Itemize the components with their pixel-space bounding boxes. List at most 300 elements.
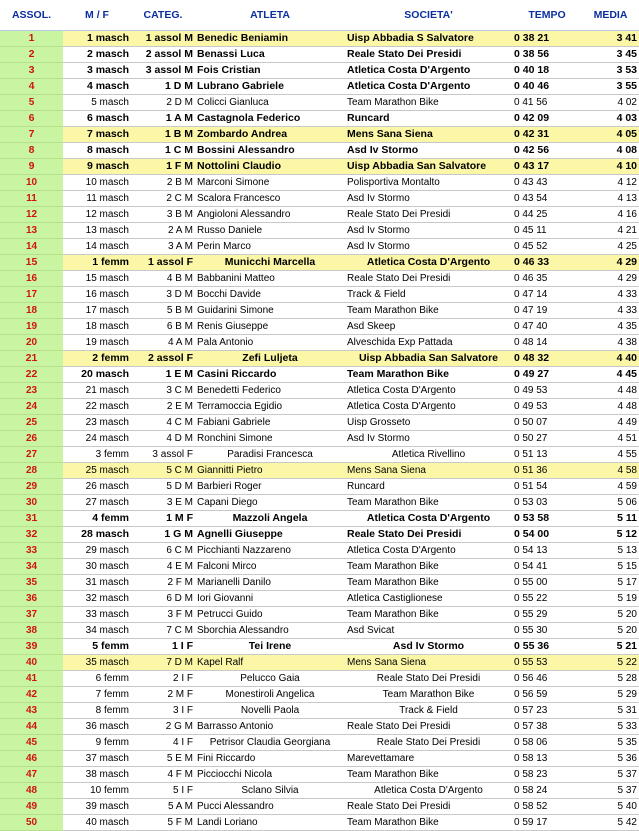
table-row — [0, 191, 639, 207]
table-row — [0, 527, 639, 543]
cell-club: Atletica Costa D'Argento — [345, 511, 512, 527]
table-row — [0, 399, 639, 415]
table-row — [0, 623, 639, 639]
cell-pace: 5 35 — [582, 735, 639, 751]
cell-athlete: Marconi Simone — [195, 175, 345, 191]
cell-gender-rank: 6 femm — [63, 671, 131, 687]
cell-gender-rank: 5 femm — [63, 639, 131, 655]
cell-gender-rank: 4 femm — [63, 511, 131, 527]
cell-rank: 1 — [0, 31, 63, 47]
cell-gender-rank: 9 femm — [63, 735, 131, 751]
cell-athlete: Municchi Marcella — [195, 255, 345, 271]
cell-athlete: Ronchini Simone — [195, 431, 345, 447]
cell-club: Team Marathon Bike — [345, 95, 512, 111]
table-row — [0, 639, 639, 655]
cell-athlete: Sborchia Alessandro — [195, 623, 345, 639]
cell-gender-rank: 26 masch — [63, 479, 131, 495]
cell-pace: 4 29 — [582, 271, 639, 287]
cell-gender-rank: 28 masch — [63, 527, 131, 543]
cell-time: 0 38 21 — [512, 31, 582, 47]
table-row — [0, 543, 639, 559]
cell-gender-rank: 4 masch — [63, 79, 131, 95]
cell-gender-rank: 20 masch — [63, 367, 131, 383]
cell-time: 0 45 11 — [512, 223, 582, 239]
cell-gender-rank: 8 masch — [63, 143, 131, 159]
cell-pace: 3 53 — [582, 63, 639, 79]
cell-club: Atletica Costa D'Argento — [345, 79, 512, 95]
cell-gender-rank: 35 masch — [63, 655, 131, 671]
cell-pace: 5 11 — [582, 511, 639, 527]
cell-rank: 24 — [0, 399, 63, 415]
cell-time: 0 47 40 — [512, 319, 582, 335]
cell-club: Marevettamare — [345, 751, 512, 767]
table-row — [0, 47, 639, 63]
cell-gender-rank: 23 masch — [63, 415, 131, 431]
cell-athlete: Paradisi Francesca — [195, 447, 345, 463]
cell-gender-rank: 34 masch — [63, 623, 131, 639]
cell-time: 0 47 14 — [512, 287, 582, 303]
cell-club: Reale Stato Dei Presidi — [345, 719, 512, 735]
cell-pace: 4 13 — [582, 191, 639, 207]
cell-club: Team Marathon Bike — [345, 815, 512, 831]
table-row — [0, 303, 639, 319]
cell-club: Polisportiva Montalto — [345, 175, 512, 191]
cell-athlete: Iori Giovanni — [195, 591, 345, 607]
cell-club: Reale Stato Dei Presidi — [345, 671, 512, 687]
cell-club: Track & Field — [345, 703, 512, 719]
cell-category: 1 I F — [131, 639, 195, 655]
cell-rank: 20 — [0, 335, 63, 351]
cell-category: 1 A M — [131, 111, 195, 127]
cell-club: Atletica Rivellino — [345, 447, 512, 463]
cell-pace: 4 03 — [582, 111, 639, 127]
cell-category: 4 C M — [131, 415, 195, 431]
cell-pace: 3 45 — [582, 47, 639, 63]
cell-category: 3 D M — [131, 287, 195, 303]
cell-club: Reale Stato Dei Presidi — [345, 271, 512, 287]
cell-club: Asd Iv Stormo — [345, 223, 512, 239]
cell-club: Atletica Costa D'Argento — [345, 383, 512, 399]
cell-gender-rank: 3 masch — [63, 63, 131, 79]
table-row — [0, 703, 639, 719]
cell-rank: 45 — [0, 735, 63, 751]
cell-pace: 5 13 — [582, 543, 639, 559]
cell-rank: 40 — [0, 655, 63, 671]
cell-club: Atletica Costa D'Argento — [345, 63, 512, 79]
table-row — [0, 351, 639, 367]
cell-category: 2 assol M — [131, 47, 195, 63]
cell-gender-rank: 7 femm — [63, 687, 131, 703]
table-row — [0, 687, 639, 703]
table-row — [0, 239, 639, 255]
cell-category: 3 I F — [131, 703, 195, 719]
table-row — [0, 607, 639, 623]
cell-rank: 29 — [0, 479, 63, 495]
cell-club: Mens Sana Siena — [345, 127, 512, 143]
cell-pace: 4 35 — [582, 319, 639, 335]
cell-rank: 6 — [0, 111, 63, 127]
cell-athlete: Fois Cristian — [195, 63, 345, 79]
cell-rank: 19 — [0, 319, 63, 335]
cell-pace: 5 17 — [582, 575, 639, 591]
cell-gender-rank: 11 masch — [63, 191, 131, 207]
cell-rank: 21 — [0, 351, 63, 367]
table-row — [0, 815, 639, 831]
cell-category: 2 B M — [131, 175, 195, 191]
cell-athlete: Petrucci Guido — [195, 607, 345, 623]
cell-time: 0 48 32 — [512, 351, 582, 367]
cell-athlete: Zefi Luljeta — [195, 351, 345, 367]
cell-athlete: Monestiroli Angelica — [195, 687, 345, 703]
cell-club: Reale Stato Dei Presidi — [345, 527, 512, 543]
cell-pace: 4 29 — [582, 255, 639, 271]
cell-pace: 4 02 — [582, 95, 639, 111]
cell-pace: 5 12 — [582, 527, 639, 543]
cell-pace: 5 22 — [582, 655, 639, 671]
cell-club: Team Marathon Bike — [345, 767, 512, 783]
cell-rank: 5 — [0, 95, 63, 111]
cell-club: Asd Iv Stormo — [345, 191, 512, 207]
cell-category: 5 F M — [131, 815, 195, 831]
cell-rank: 39 — [0, 639, 63, 655]
cell-rank: 34 — [0, 559, 63, 575]
cell-athlete: Renis Giuseppe — [195, 319, 345, 335]
table-row — [0, 751, 639, 767]
cell-athlete: Perin Marco — [195, 239, 345, 255]
cell-time: 0 42 09 — [512, 111, 582, 127]
cell-pace: 5 40 — [582, 799, 639, 815]
table-row — [0, 95, 639, 111]
table-row — [0, 127, 639, 143]
cell-rank: 26 — [0, 431, 63, 447]
cell-athlete: Guidarini Simone — [195, 303, 345, 319]
cell-gender-rank: 1 masch — [63, 31, 131, 47]
cell-athlete: Nottolini Claudio — [195, 159, 345, 175]
cell-time: 0 54 00 — [512, 527, 582, 543]
cell-time: 0 51 13 — [512, 447, 582, 463]
cell-club: Runcard — [345, 111, 512, 127]
cell-pace: 5 42 — [582, 815, 639, 831]
table-row — [0, 383, 639, 399]
table-row — [0, 415, 639, 431]
cell-time: 0 40 46 — [512, 79, 582, 95]
cell-category: 7 C M — [131, 623, 195, 639]
cell-rank: 9 — [0, 159, 63, 175]
header-media: MEDIA — [582, 0, 639, 31]
cell-time: 0 55 36 — [512, 639, 582, 655]
cell-rank: 13 — [0, 223, 63, 239]
cell-rank: 35 — [0, 575, 63, 591]
cell-athlete: Giannitti Pietro — [195, 463, 345, 479]
cell-gender-rank: 21 masch — [63, 383, 131, 399]
cell-gender-rank: 2 femm — [63, 351, 131, 367]
table-row — [0, 463, 639, 479]
cell-pace: 4 05 — [582, 127, 639, 143]
cell-gender-rank: 24 masch — [63, 431, 131, 447]
cell-athlete: Barbieri Roger — [195, 479, 345, 495]
cell-category: 2 G M — [131, 719, 195, 735]
cell-pace: 4 40 — [582, 351, 639, 367]
cell-time: 0 55 53 — [512, 655, 582, 671]
cell-athlete: Agnelli Giuseppe — [195, 527, 345, 543]
cell-pace: 5 21 — [582, 639, 639, 655]
cell-gender-rank: 10 masch — [63, 175, 131, 191]
cell-gender-rank: 13 masch — [63, 223, 131, 239]
cell-athlete: Bossini Alessandro — [195, 143, 345, 159]
cell-rank: 43 — [0, 703, 63, 719]
cell-category: 6 D M — [131, 591, 195, 607]
cell-category: 5 A M — [131, 799, 195, 815]
cell-pace: 4 33 — [582, 287, 639, 303]
table-row — [0, 271, 639, 287]
cell-pace: 4 25 — [582, 239, 639, 255]
cell-club: Atletica Costa D'Argento — [345, 255, 512, 271]
cell-rank: 14 — [0, 239, 63, 255]
cell-athlete: Novelli Paola — [195, 703, 345, 719]
cell-gender-rank: 36 masch — [63, 719, 131, 735]
cell-club: Atletica Costa D'Argento — [345, 543, 512, 559]
cell-time: 0 48 14 — [512, 335, 582, 351]
cell-club: Asd Skeep — [345, 319, 512, 335]
cell-club: Team Marathon Bike — [345, 303, 512, 319]
cell-athlete: Pala Antonio — [195, 335, 345, 351]
table-row — [0, 175, 639, 191]
cell-category: 2 E M — [131, 399, 195, 415]
cell-category: 1 M F — [131, 511, 195, 527]
cell-athlete: Colicci Gianluca — [195, 95, 345, 111]
cell-time: 0 46 33 — [512, 255, 582, 271]
cell-time: 0 49 27 — [512, 367, 582, 383]
cell-category: 4 F M — [131, 767, 195, 783]
cell-time: 0 55 29 — [512, 607, 582, 623]
cell-rank: 7 — [0, 127, 63, 143]
cell-club: Reale Stato Dei Presidi — [345, 207, 512, 223]
cell-time: 0 49 53 — [512, 383, 582, 399]
cell-category: 5 D M — [131, 479, 195, 495]
cell-club: Mens Sana Siena — [345, 655, 512, 671]
cell-pace: 5 15 — [582, 559, 639, 575]
cell-category: 3 F M — [131, 607, 195, 623]
cell-time: 0 47 19 — [512, 303, 582, 319]
cell-gender-rank: 37 masch — [63, 751, 131, 767]
cell-category: 2 F M — [131, 575, 195, 591]
cell-gender-rank: 8 femm — [63, 703, 131, 719]
cell-rank: 12 — [0, 207, 63, 223]
cell-athlete: Picchianti Nazzareno — [195, 543, 345, 559]
cell-club: Asd Svicat — [345, 623, 512, 639]
cell-pace: 4 08 — [582, 143, 639, 159]
table-row — [0, 431, 639, 447]
cell-athlete: Pucci Alessandro — [195, 799, 345, 815]
cell-category: 3 assol M — [131, 63, 195, 79]
cell-rank: 48 — [0, 783, 63, 799]
cell-athlete: Angioloni Alessandro — [195, 207, 345, 223]
cell-gender-rank: 32 masch — [63, 591, 131, 607]
cell-club: Reale Stato Dei Presidi — [345, 47, 512, 63]
cell-time: 0 58 24 — [512, 783, 582, 799]
cell-club: Reale Stato Dei Presidi — [345, 735, 512, 751]
cell-time: 0 54 41 — [512, 559, 582, 575]
cell-pace: 5 06 — [582, 495, 639, 511]
cell-pace: 4 33 — [582, 303, 639, 319]
cell-club: Asd Iv Stormo — [345, 431, 512, 447]
cell-category: 5 E M — [131, 751, 195, 767]
cell-category: 3 E M — [131, 495, 195, 511]
cell-athlete: Petrisor Claudia Georgiana — [195, 735, 345, 751]
cell-athlete: Tei Irene — [195, 639, 345, 655]
cell-time: 0 50 27 — [512, 431, 582, 447]
cell-pace: 4 55 — [582, 447, 639, 463]
cell-rank: 32 — [0, 527, 63, 543]
cell-category: 7 D M — [131, 655, 195, 671]
cell-athlete: Casini Riccardo — [195, 367, 345, 383]
cell-category: 2 M F — [131, 687, 195, 703]
cell-club: Team Marathon Bike — [345, 607, 512, 623]
cell-gender-rank: 15 masch — [63, 271, 131, 287]
cell-category: 4 E M — [131, 559, 195, 575]
cell-pace: 4 48 — [582, 399, 639, 415]
cell-pace: 5 37 — [582, 767, 639, 783]
cell-club: Runcard — [345, 479, 512, 495]
cell-athlete: Russo Daniele — [195, 223, 345, 239]
results-body — [0, 31, 639, 831]
cell-rank: 16 — [0, 271, 63, 287]
cell-time: 0 43 17 — [512, 159, 582, 175]
cell-category: 1 F M — [131, 159, 195, 175]
cell-athlete: Pelucco Gaia — [195, 671, 345, 687]
cell-gender-rank: 12 masch — [63, 207, 131, 223]
table-row — [0, 655, 639, 671]
cell-athlete: Capani Diego — [195, 495, 345, 511]
cell-athlete: Picciocchi Nicola — [195, 767, 345, 783]
table-row — [0, 495, 639, 511]
cell-category: 3 B M — [131, 207, 195, 223]
cell-time: 0 45 52 — [512, 239, 582, 255]
cell-category: 1 E M — [131, 367, 195, 383]
cell-athlete: Marianelli Danilo — [195, 575, 345, 591]
table-row — [0, 479, 639, 495]
cell-time: 0 53 03 — [512, 495, 582, 511]
cell-athlete: Fabiani Gabriele — [195, 415, 345, 431]
cell-rank: 33 — [0, 543, 63, 559]
cell-rank: 25 — [0, 415, 63, 431]
cell-category: 2 assol F — [131, 351, 195, 367]
cell-category: 2 I F — [131, 671, 195, 687]
cell-category: 2 C M — [131, 191, 195, 207]
cell-rank: 42 — [0, 687, 63, 703]
cell-rank: 28 — [0, 463, 63, 479]
cell-gender-rank: 1 femm — [63, 255, 131, 271]
cell-time: 0 41 56 — [512, 95, 582, 111]
cell-time: 0 53 58 — [512, 511, 582, 527]
cell-pace: 5 33 — [582, 719, 639, 735]
cell-rank: 4 — [0, 79, 63, 95]
table-row — [0, 335, 639, 351]
table-row — [0, 255, 639, 271]
cell-rank: 23 — [0, 383, 63, 399]
header-assol: ASSOL. — [0, 0, 63, 31]
cell-rank: 30 — [0, 495, 63, 511]
table-row — [0, 319, 639, 335]
cell-gender-rank: 31 masch — [63, 575, 131, 591]
cell-time: 0 58 52 — [512, 799, 582, 815]
cell-pace: 5 28 — [582, 671, 639, 687]
cell-gender-rank: 3 femm — [63, 447, 131, 463]
table-row — [0, 783, 639, 799]
cell-rank: 49 — [0, 799, 63, 815]
cell-category: 1 G M — [131, 527, 195, 543]
header-societa: SOCIETA' — [345, 0, 512, 31]
cell-category: 5 B M — [131, 303, 195, 319]
cell-club: Uisp Abbadia San Salvatore — [345, 351, 512, 367]
cell-pace: 4 59 — [582, 479, 639, 495]
cell-pace: 4 21 — [582, 223, 639, 239]
cell-rank: 36 — [0, 591, 63, 607]
cell-gender-rank: 7 masch — [63, 127, 131, 143]
cell-club: Mens Sana Siena — [345, 463, 512, 479]
cell-gender-rank: 18 masch — [63, 319, 131, 335]
cell-gender-rank: 16 masch — [63, 287, 131, 303]
cell-gender-rank: 25 masch — [63, 463, 131, 479]
cell-category: 1 C M — [131, 143, 195, 159]
cell-time: 0 42 31 — [512, 127, 582, 143]
cell-athlete: Benedetti Federico — [195, 383, 345, 399]
cell-pace: 4 12 — [582, 175, 639, 191]
cell-athlete: Zombardo Andrea — [195, 127, 345, 143]
cell-pace: 4 58 — [582, 463, 639, 479]
cell-athlete: Fini Riccardo — [195, 751, 345, 767]
cell-athlete: Scalora Francesco — [195, 191, 345, 207]
cell-rank: 18 — [0, 303, 63, 319]
cell-time: 0 58 06 — [512, 735, 582, 751]
cell-club: Team Marathon Bike — [345, 367, 512, 383]
cell-time: 0 38 56 — [512, 47, 582, 63]
cell-club: Track & Field — [345, 287, 512, 303]
table-row — [0, 287, 639, 303]
cell-club: Alveschida Exp Pattada — [345, 335, 512, 351]
cell-rank: 2 — [0, 47, 63, 63]
cell-time: 0 50 07 — [512, 415, 582, 431]
cell-gender-rank: 39 masch — [63, 799, 131, 815]
cell-rank: 10 — [0, 175, 63, 191]
cell-gender-rank: 5 masch — [63, 95, 131, 111]
cell-category: 5 I F — [131, 783, 195, 799]
cell-gender-rank: 22 masch — [63, 399, 131, 415]
cell-rank: 38 — [0, 623, 63, 639]
cell-gender-rank: 2 masch — [63, 47, 131, 63]
cell-club: Atletica Costa D'Argento — [345, 783, 512, 799]
cell-rank: 8 — [0, 143, 63, 159]
cell-athlete: Kapel Ralf — [195, 655, 345, 671]
cell-pace: 4 48 — [582, 383, 639, 399]
cell-category: 1 assol F — [131, 255, 195, 271]
cell-athlete: Sclano Silvia — [195, 783, 345, 799]
cell-club: Asd Iv Stormo — [345, 639, 512, 655]
cell-pace: 5 36 — [582, 751, 639, 767]
header-categ: CATEG. — [131, 0, 195, 31]
cell-pace: 4 16 — [582, 207, 639, 223]
cell-time: 0 46 35 — [512, 271, 582, 287]
cell-gender-rank: 14 masch — [63, 239, 131, 255]
cell-rank: 44 — [0, 719, 63, 735]
cell-pace: 5 20 — [582, 623, 639, 639]
cell-time: 0 57 38 — [512, 719, 582, 735]
cell-club: Team Marathon Bike — [345, 559, 512, 575]
table-row — [0, 671, 639, 687]
cell-club: Uisp Grosseto — [345, 415, 512, 431]
cell-pace: 5 37 — [582, 783, 639, 799]
cell-gender-rank: 27 masch — [63, 495, 131, 511]
